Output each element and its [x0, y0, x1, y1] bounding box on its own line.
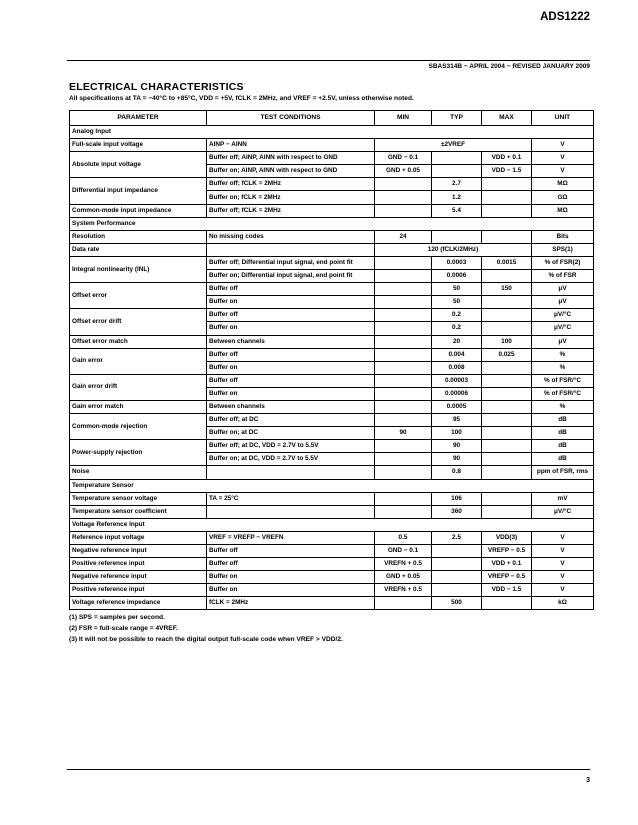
conditions-cell: Buffer on: [207, 296, 375, 309]
min-cell: GND + 0.05: [375, 165, 432, 178]
min-cell: VREFN + 0.5: [375, 558, 432, 571]
typ-cell: 2.5: [432, 531, 482, 544]
table-row: [70, 256, 594, 269]
max-cell: VREFP − 0.5: [482, 571, 532, 584]
unit-cell: V: [532, 165, 594, 178]
parameter-cell: Gain error: [70, 348, 207, 374]
typ-cell: [432, 558, 482, 571]
table-row: [70, 348, 594, 361]
typ-cell: [432, 152, 482, 165]
min-cell: 90: [375, 427, 432, 440]
unit-cell: dB: [532, 453, 594, 466]
parameter-cell: Positive reference input: [70, 584, 207, 597]
min-cell: [375, 296, 432, 309]
unit-cell: μV/°C: [532, 505, 594, 518]
max-cell: VDD − 1.5: [482, 165, 532, 178]
typ-cell: 50: [432, 283, 482, 296]
min-cell: GND − 0.1: [375, 545, 432, 558]
unit-cell: %: [532, 400, 594, 413]
conditions-cell: Buffer off; AINP, AINN with respect to GND: [207, 152, 375, 165]
max-cell: VDD + 0.1: [482, 558, 532, 571]
table-row: [70, 309, 594, 322]
typ-cell: [432, 165, 482, 178]
typ-cell: 106: [432, 492, 482, 505]
parameter-cell: Resolution: [70, 230, 207, 243]
conditions-cell: Buffer off: [207, 558, 375, 571]
max-cell: 150: [482, 283, 532, 296]
parameter-cell: Full-scale input voltage: [70, 139, 207, 152]
header-rule: [67, 60, 590, 61]
table-section-row: [70, 126, 594, 139]
part-number: ADS1222: [540, 11, 590, 23]
unit-cell: μV: [532, 296, 594, 309]
min-cell: [375, 466, 432, 479]
spec-conditions: All specifications at TA = −40°C to +85°C, VDD = +5V, fCLK = 2MHz, and VREF = +2.5V, unless otherwise noted.: [69, 95, 414, 102]
table-row: [70, 531, 594, 544]
table-section-row: [70, 217, 594, 230]
typ-cell: [432, 230, 482, 243]
min-cell: [375, 322, 432, 335]
typ-cell: [432, 584, 482, 597]
conditions-cell: [207, 505, 375, 518]
max-cell: [482, 204, 532, 217]
typ-cell: 0.8: [432, 466, 482, 479]
conditions-cell: Buffer off: [207, 545, 375, 558]
footer-rule: [67, 769, 590, 770]
header-test-conditions: TEST CONDITIONS: [207, 111, 375, 126]
min-cell: [375, 387, 432, 400]
unit-cell: % of FSR(2): [532, 256, 594, 269]
section-heading: Temperature Sensor: [70, 479, 594, 492]
table-row: [70, 571, 594, 584]
parameter-cell: Absolute input voltage: [70, 152, 207, 178]
header-parameter: PARAMETER: [70, 111, 207, 126]
typ-cell: 120 (fCLK/2MHz): [375, 243, 532, 256]
max-cell: [482, 427, 532, 440]
parameter-cell: Common-mode rejection: [70, 414, 207, 440]
unit-cell: % of FSR/°C: [532, 374, 594, 387]
max-cell: [482, 191, 532, 204]
max-cell: [482, 322, 532, 335]
parameter-cell: Temperature sensor voltage: [70, 492, 207, 505]
conditions-cell: Between channels: [207, 335, 375, 348]
max-cell: 0.0015: [482, 256, 532, 269]
unit-cell: V: [532, 571, 594, 584]
max-cell: [482, 374, 532, 387]
min-cell: [375, 453, 432, 466]
unit-cell: V: [532, 545, 594, 558]
conditions-cell: Buffer on: [207, 584, 375, 597]
max-cell: [482, 492, 532, 505]
table-row: [70, 466, 594, 479]
unit-cell: mV: [532, 492, 594, 505]
conditions-cell: Buffer on: [207, 387, 375, 400]
conditions-cell: Buffer on; AINP, AINN with respect to GND: [207, 165, 375, 178]
min-cell: [375, 309, 432, 322]
unit-cell: kΩ: [532, 597, 594, 610]
conditions-cell: Buffer off; at DC: [207, 414, 375, 427]
section-title: ELECTRICAL CHARACTERISTICS: [69, 81, 244, 93]
typ-cell: 0.00003: [432, 374, 482, 387]
min-cell: [375, 505, 432, 518]
conditions-cell: Buffer on: [207, 361, 375, 374]
parameter-cell: Offset error drift: [70, 309, 207, 335]
unit-cell: dB: [532, 440, 594, 453]
unit-cell: dB: [532, 414, 594, 427]
unit-cell: μV: [532, 335, 594, 348]
typ-cell: 50: [432, 296, 482, 309]
unit-cell: GΩ: [532, 191, 594, 204]
table-body: [70, 126, 594, 610]
typ-cell: 360: [432, 505, 482, 518]
parameter-cell: Noise: [70, 466, 207, 479]
parameter-cell: Power-supply rejection: [70, 440, 207, 466]
unit-cell: SPS(1): [532, 243, 594, 256]
table-row: [70, 204, 594, 217]
typ-cell: 5.4: [432, 204, 482, 217]
max-cell: [482, 597, 532, 610]
typ-cell: ±2VREF: [375, 139, 532, 152]
table-row: [70, 230, 594, 243]
min-cell: [375, 440, 432, 453]
document-id: SBAS314B − APRIL 2004 − REVISED JANUARY 2009: [428, 63, 590, 70]
unit-cell: μV/°C: [532, 309, 594, 322]
max-cell: [482, 387, 532, 400]
max-cell: [482, 309, 532, 322]
footnotes: [69, 612, 343, 645]
footnote-1: (1) SPS = samples per second.: [69, 614, 165, 621]
min-cell: [375, 348, 432, 361]
conditions-cell: [207, 243, 375, 256]
unit-cell: V: [532, 152, 594, 165]
unit-cell: V: [532, 584, 594, 597]
conditions-cell: Buffer off: [207, 374, 375, 387]
conditions-cell: Buffer on; at DC: [207, 427, 375, 440]
unit-cell: MΩ: [532, 204, 594, 217]
parameter-cell: Temperature sensor coefficient: [70, 505, 207, 518]
conditions-cell: Buffer on: [207, 322, 375, 335]
section-heading: Voltage Reference Input: [70, 518, 594, 531]
max-cell: 100: [482, 335, 532, 348]
typ-cell: 90: [432, 453, 482, 466]
conditions-cell: Buffer off: [207, 309, 375, 322]
table-row: [70, 139, 594, 152]
conditions-cell: Buffer off; fCLK = 2MHz: [207, 178, 375, 191]
header-min: MIN: [375, 111, 432, 126]
max-cell: 0.025: [482, 348, 532, 361]
max-cell: VDD(3): [482, 531, 532, 544]
table-row: [70, 243, 594, 256]
conditions-cell: Buffer off: [207, 348, 375, 361]
table-row: [70, 545, 594, 558]
typ-cell: 500: [432, 597, 482, 610]
parameter-cell: Offset error match: [70, 335, 207, 348]
table-row: [70, 414, 594, 427]
header-max: MAX: [482, 111, 532, 126]
table-section-row: [70, 518, 594, 531]
table-row: [70, 505, 594, 518]
unit-cell: V: [532, 531, 594, 544]
min-cell: [375, 270, 432, 283]
parameter-cell: Differential input impedance: [70, 178, 207, 204]
min-cell: [375, 335, 432, 348]
max-cell: [482, 453, 532, 466]
min-cell: [375, 414, 432, 427]
min-cell: [375, 256, 432, 269]
parameter-cell: Data rate: [70, 243, 207, 256]
unit-cell: %: [532, 348, 594, 361]
max-cell: [482, 505, 532, 518]
unit-cell: V: [532, 558, 594, 571]
max-cell: [482, 414, 532, 427]
footnote-3: (3) It will not be possible to reach the digital output full-scale code when VREF > VDD/2.: [69, 636, 343, 643]
parameter-cell: Reference input voltage: [70, 531, 207, 544]
conditions-cell: Buffer on; fCLK = 2MHz: [207, 191, 375, 204]
table-row: [70, 283, 594, 296]
max-cell: VDD − 1.5: [482, 584, 532, 597]
header-unit: UNIT: [532, 111, 594, 126]
unit-cell: MΩ: [532, 178, 594, 191]
max-cell: [482, 230, 532, 243]
max-cell: [482, 440, 532, 453]
table-header-row: [70, 111, 594, 126]
parameter-cell: Integral nonlinearity (INL): [70, 256, 207, 282]
conditions-cell: TA = 25°C: [207, 492, 375, 505]
max-cell: [482, 400, 532, 413]
typ-cell: [432, 571, 482, 584]
typ-cell: 1.2: [432, 191, 482, 204]
max-cell: VDD + 0.1: [482, 152, 532, 165]
min-cell: [375, 191, 432, 204]
typ-cell: 100: [432, 427, 482, 440]
typ-cell: 0.004: [432, 348, 482, 361]
conditions-cell: Buffer off; Differential input signal, end point fit: [207, 256, 375, 269]
table-row: [70, 178, 594, 191]
min-cell: [375, 374, 432, 387]
parameter-cell: Negative reference input: [70, 571, 207, 584]
unit-cell: dB: [532, 427, 594, 440]
min-cell: [375, 400, 432, 413]
section-heading: System Performance: [70, 217, 594, 230]
unit-cell: Bits: [532, 230, 594, 243]
typ-cell: [432, 545, 482, 558]
unit-cell: μV: [532, 283, 594, 296]
conditions-cell: Buffer off; fCLK = 2MHz: [207, 204, 375, 217]
conditions-cell: Buffer off; at DC, VDD = 2.7V to 5.5V: [207, 440, 375, 453]
conditions-cell: [207, 466, 375, 479]
footnote-2: (2) FSR = full-scale range = 4VREF.: [69, 625, 178, 632]
table-row: [70, 440, 594, 453]
unit-cell: %: [532, 361, 594, 374]
typ-cell: 2.7: [432, 178, 482, 191]
typ-cell: 0.2: [432, 322, 482, 335]
table-row: [70, 558, 594, 571]
max-cell: [482, 178, 532, 191]
conditions-cell: fCLK = 2MHz: [207, 597, 375, 610]
typ-cell: 0.0003: [432, 256, 482, 269]
conditions-cell: Buffer on; at DC, VDD = 2.7V to 5.5V: [207, 453, 375, 466]
parameter-cell: Negative reference input: [70, 545, 207, 558]
min-cell: [375, 597, 432, 610]
min-cell: [375, 178, 432, 191]
parameter-cell: Voltage reference impedance: [70, 597, 207, 610]
parameter-cell: Gain error match: [70, 400, 207, 413]
min-cell: GND + 0.05: [375, 571, 432, 584]
conditions-cell: Buffer on: [207, 571, 375, 584]
table-row: [70, 400, 594, 413]
parameter-cell: Positive reference input: [70, 558, 207, 571]
unit-cell: % of FSR: [532, 270, 594, 283]
table-row: [70, 584, 594, 597]
table-row: [70, 492, 594, 505]
parameter-cell: Common-mode input impedance: [70, 204, 207, 217]
max-cell: [482, 361, 532, 374]
conditions-cell: Buffer off: [207, 283, 375, 296]
conditions-cell: VREF = VREFP − VREFN: [207, 531, 375, 544]
section-heading: Analog Input: [70, 126, 594, 139]
typ-cell: 0.0005: [432, 400, 482, 413]
typ-cell: 90: [432, 440, 482, 453]
table-section-row: [70, 479, 594, 492]
parameter-cell: Gain error drift: [70, 374, 207, 400]
typ-cell: 0.0006: [432, 270, 482, 283]
max-cell: [482, 270, 532, 283]
max-cell: [482, 466, 532, 479]
table-row: [70, 374, 594, 387]
min-cell: [375, 204, 432, 217]
max-cell: VREFP − 0.5: [482, 545, 532, 558]
min-cell: GND − 0.1: [375, 152, 432, 165]
unit-cell: ppm of FSR, rms: [532, 466, 594, 479]
min-cell: [375, 361, 432, 374]
max-cell: [482, 296, 532, 309]
page-number: 3: [586, 777, 590, 784]
table-row: [70, 597, 594, 610]
unit-cell: V: [532, 139, 594, 152]
parameter-cell: Offset error: [70, 283, 207, 309]
unit-cell: μV/°C: [532, 322, 594, 335]
typ-cell: 0.00006: [432, 387, 482, 400]
min-cell: VREFN + 0.5: [375, 584, 432, 597]
conditions-cell: AINP − AINN: [207, 139, 375, 152]
min-cell: [375, 283, 432, 296]
typ-cell: 95: [432, 414, 482, 427]
typ-cell: 0.2: [432, 309, 482, 322]
min-cell: 24: [375, 230, 432, 243]
electrical-characteristics-table: [69, 110, 594, 610]
typ-cell: 20: [432, 335, 482, 348]
unit-cell: % of FSR/°C: [532, 387, 594, 400]
table-row: [70, 152, 594, 165]
conditions-cell: No missing codes: [207, 230, 375, 243]
min-cell: 0.5: [375, 531, 432, 544]
conditions-cell: Buffer on; Differential input signal, end point fit: [207, 270, 375, 283]
header-typ: TYP: [432, 111, 482, 126]
table-row: [70, 335, 594, 348]
min-cell: [375, 492, 432, 505]
conditions-cell: Between channels: [207, 400, 375, 413]
typ-cell: 0.008: [432, 361, 482, 374]
